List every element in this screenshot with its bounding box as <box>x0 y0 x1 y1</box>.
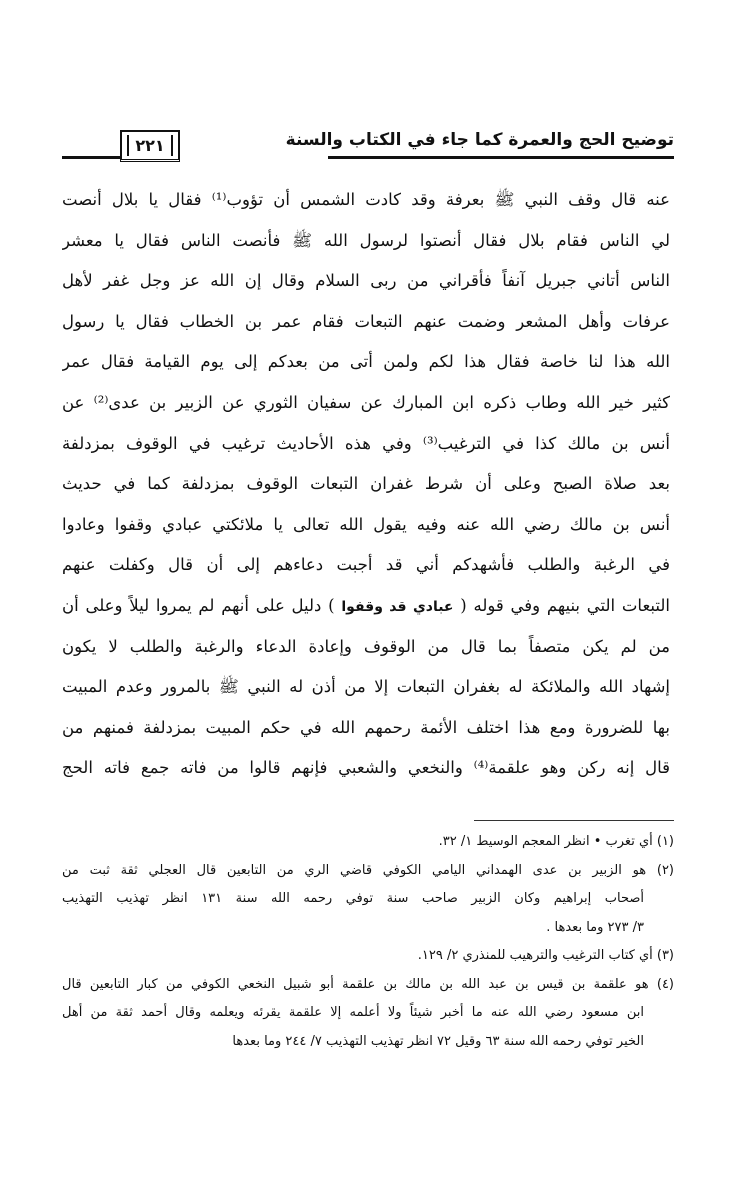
text-line: أنس بن مالك رضي الله عنه وفيه يقول الله تعالى يا ملائكتي عبادي وقفوا وعادوا <box>62 514 670 534</box>
footnote-line: (٤) هو علقمة بن قيس بن عبد الله بن مالك بن علقمة أبو شبيل النخعي الكوفي من كبار التابعين قال <box>62 976 674 992</box>
footnote-line: (١) أي تغرب • انظر المعجم الوسيط ١/ ٣٢. <box>438 834 674 849</box>
header-title: توضيح الحج والعمرة كما جاء في الكتاب والسنة <box>285 130 674 150</box>
footnote-line: (٣) أي كتاب الترغيب والترهيب للمنذري ٢/ ١٢٩. <box>417 948 674 963</box>
text-line: إشهاد الله والملائكة له بغفران التبعات إلا من أذن له النبي ﷺ بالمرور وعدم المبيت <box>62 677 670 697</box>
footnote-line: ابن مسعود رضي الله عنه ما أخبر شيئاً ولا أعلمه إلا علقمة يقرئه ويعلمه وقال أحمد ثقة من أهل <box>62 1005 644 1020</box>
text-line: الناس أتاني جبريل آنفاً فأقراني من ربى السلام وقال إن الله عز وجل غفر لأهل <box>62 271 670 291</box>
bold-quote: عبادي قد وقفوا <box>341 598 454 615</box>
text-line: عرفات وأهل المشعر وضمت عنهم التبعات فقام عمر بن الخطاب فقال يا رسول <box>62 311 670 331</box>
text-line: عنه قال وقف النبي ﷺ بعرفة وقد كادت الشمس أن تؤوب⁽¹⁾ فقال يا بلال أنصت <box>62 190 670 209</box>
text-line: لي الناس فقام بلال فقال أنصتوا لرسول الله ﷺ فأنصت الناس فقال يا معشر <box>62 230 670 250</box>
running-header <box>62 122 674 174</box>
footnote-line: ٣/ ٢٧٣ وما بعدها . <box>546 919 644 935</box>
header-rule-left <box>62 156 120 159</box>
page-number-box <box>120 130 180 162</box>
text-line: التبعات التي بنيهم وفي قوله ( عبادي قد وقفوا ) دليل على أنهم لم يمروا ليلاً وعلى أن <box>62 595 670 615</box>
footnote-4 <box>62 971 674 1057</box>
text-line: بها للضرورة ومع هذا اختلف الأئمة رحمهم الله في حكم المبيت بمزدلفة فمنهم من <box>62 717 670 737</box>
text-line: بعد صلاة الصبح وعلى أن شرط غفران التبعات الوقوف بمزدلفة كما في حديث <box>62 474 670 494</box>
text-line: من لم يكن متصفاً بما قال من الوقوف وإعادة الدعاء والرغبة والطلب لا يكون <box>62 636 670 656</box>
text-line: كثير خير الله وطاب ذكره ابن المبارك عن سفيان الثوري عن الزبير بن عدى⁽²⁾ عن <box>62 392 670 412</box>
page-number: ٢٢١ <box>135 136 165 155</box>
text-line: قال إنه ركن وهو علقمة⁽⁴⁾ والنخعي والشعبي فإنهم قالوا من فاته جمع فاته الحج <box>62 758 670 778</box>
main-text <box>62 180 670 789</box>
footnote-line: أصحاب إبراهيم وكان الزبير صاحب سنة توفي رحمه الله سنة ١٣١ انظر تهذيب التهذيب <box>62 891 644 906</box>
footnotes <box>62 828 674 1056</box>
footnote-line: الخير توفي رحمه الله سنة ٦٣ وقيل ٧٢ انظر تهذيب التهذيب ٧/ ٢٤٤ وما بعدها <box>232 1033 644 1049</box>
footnote-1 <box>62 828 674 857</box>
footnote-separator <box>474 820 674 821</box>
footnote-2 <box>62 857 674 943</box>
footnote-line: (٢) هو الزبير بن عدى الهمداني اليامي الكوفي قاضي الري من التابعين قال العجلي ثقة ثبت من <box>62 862 674 878</box>
text-line: أنس بن مالك كذا في الترغيب⁽³⁾ وفي هذه الأحاديث ترغيب في الوقوف بمزدلفة <box>62 433 670 453</box>
footnote-3 <box>62 942 674 971</box>
header-rule-right <box>328 156 674 159</box>
text-line: الله هذا لنا خاصة فقال هذا لكم ولمن أتى من بعدكم إلى يوم القيامة فقال عمر <box>62 352 670 372</box>
text-line: في الرغبة والطلب فأشهدكم أني قد أجبت دعاءهم إلى أن قال وكفلت عنهم <box>62 555 670 575</box>
